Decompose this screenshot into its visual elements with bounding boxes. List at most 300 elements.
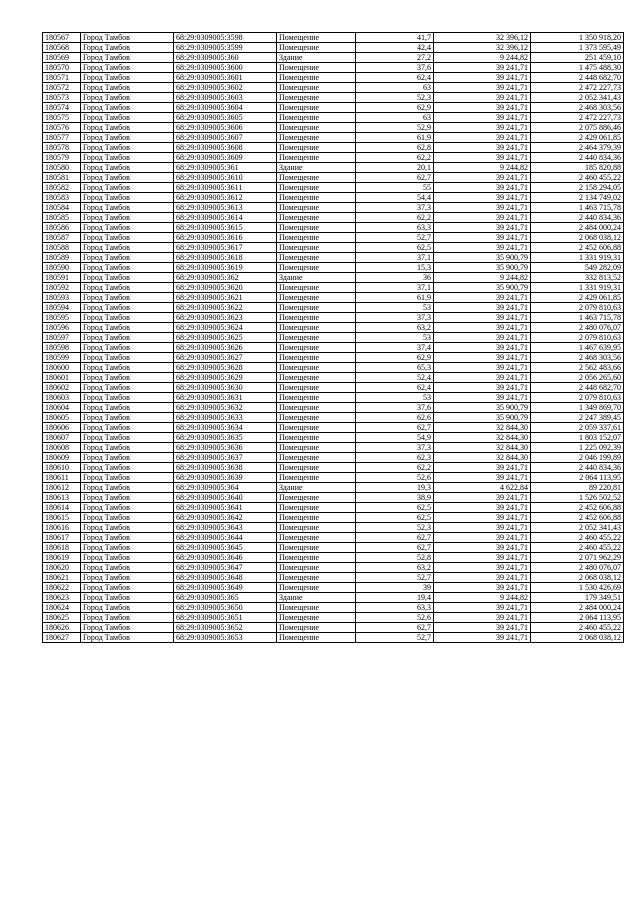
table-row [43,343,624,353]
object-type-cell: Помещение [277,363,356,373]
object-type-cell: Помещение [277,313,356,323]
table-row [43,453,624,463]
object-type-cell: Помещение [277,523,356,533]
row-number-cell: 180607 [43,433,81,443]
specific-value-cell: 39 241,71 [434,203,531,213]
table-row [43,313,624,323]
cadastral-value-cell: 2 468 303,56 [531,353,624,363]
cadastral-value-cell: 2 046 199,89 [531,453,624,463]
cadastral-number-cell: 68:29:0309005:3605 [174,113,277,123]
cadastral-number-cell: 68:29:0309005:3616 [174,233,277,243]
cadastral-number-cell: 68:29:0309005:3651 [174,613,277,623]
city-cell: Город Тамбов [81,253,174,263]
city-cell: Город Тамбов [81,203,174,213]
cadastral-value-cell: 2 134 749,02 [531,193,624,203]
cadastral-number-cell: 68:29:0309005:3635 [174,433,277,443]
cadastral-value-cell: 2 452 606,88 [531,243,624,253]
object-type-cell: Помещение [277,333,356,343]
city-cell: Город Тамбов [81,633,174,643]
table-row [43,533,624,543]
cadastral-number-cell: 68:29:0309005:3601 [174,73,277,83]
area-cell: 62,9 [356,353,434,363]
cadastral-number-cell: 68:29:0309005:3607 [174,133,277,143]
city-cell: Город Тамбов [81,103,174,113]
table-row [43,323,624,333]
row-number-cell: 180625 [43,613,81,623]
object-type-cell: Помещение [277,433,356,443]
object-type-cell: Помещение [277,73,356,83]
specific-value-cell: 39 241,71 [434,543,531,553]
cadastral-value-cell: 2 247 389,45 [531,413,624,423]
object-type-cell: Помещение [277,173,356,183]
area-cell: 63 [356,83,434,93]
table-row [43,33,624,43]
row-number-cell: 180593 [43,293,81,303]
cadastral-value-cell: 1 373 595,49 [531,43,624,53]
area-cell: 39 [356,583,434,593]
city-cell: Город Тамбов [81,193,174,203]
row-number-cell: 180604 [43,403,81,413]
cadastral-value-cell: 2 158 294,05 [531,183,624,193]
table-row [43,553,624,563]
specific-value-cell: 9 244,82 [434,593,531,603]
specific-value-cell: 32 844,30 [434,443,531,453]
cadastral-number-cell: 68:29:0309005:3648 [174,573,277,583]
table-row [43,93,624,103]
area-cell: 62,8 [356,143,434,153]
area-cell: 63,2 [356,563,434,573]
specific-value-cell: 39 241,71 [434,363,531,373]
cadastral-number-cell: 68:29:0309005:3642 [174,513,277,523]
cadastral-number-cell: 68:29:0309005:3611 [174,183,277,193]
row-number-cell: 180587 [43,233,81,243]
row-number-cell: 180626 [43,623,81,633]
cadastral-number-cell: 68:29:0309005:3619 [174,263,277,273]
cadastral-value-cell: 1 331 919,31 [531,253,624,263]
area-cell: 62,2 [356,463,434,473]
row-number-cell: 180583 [43,193,81,203]
cadastral-value-cell: 2 464 379,39 [531,143,624,153]
object-type-cell: Здание [277,53,356,63]
city-cell: Город Тамбов [81,473,174,483]
area-cell: 62,9 [356,103,434,113]
city-cell: Город Тамбов [81,533,174,543]
cadastral-number-cell: 68:29:0309005:3600 [174,63,277,73]
specific-value-cell: 39 241,71 [434,523,531,533]
specific-value-cell: 39 241,71 [434,123,531,133]
cadastral-number-cell: 68:29:0309005:3637 [174,453,277,463]
object-type-cell: Помещение [277,263,356,273]
table-row [43,143,624,153]
cadastral-value-cell: 2 452 606,88 [531,513,624,523]
cadastral-value-cell: 2 071 962,29 [531,553,624,563]
cadastral-value-cell: 2 056 265,60 [531,373,624,383]
cadastral-value-cell: 2 429 061,85 [531,293,624,303]
object-type-cell: Помещение [277,143,356,153]
object-type-cell: Помещение [277,133,356,143]
object-type-cell: Помещение [277,473,356,483]
table-row [43,623,624,633]
specific-value-cell: 39 241,71 [434,333,531,343]
city-cell: Город Тамбов [81,463,174,473]
specific-value-cell: 35 900,79 [434,413,531,423]
table-row [43,483,624,493]
table-body [43,33,624,643]
object-type-cell: Здание [277,483,356,493]
row-number-cell: 180621 [43,573,81,583]
city-cell: Город Тамбов [81,563,174,573]
row-number-cell: 180623 [43,593,81,603]
row-number-cell: 180609 [43,453,81,463]
cadastral-number-cell: 68:29:0309005:3626 [174,343,277,353]
specific-value-cell: 39 241,71 [434,393,531,403]
cadastral-value-cell: 2 480 076,07 [531,563,624,573]
area-cell: 52,7 [356,233,434,243]
cadastral-value-cell: 2 068 038,12 [531,573,624,583]
cadastral-number-cell: 68:29:0309005:3615 [174,223,277,233]
table-row [43,103,624,113]
cadastral-value-cell: 2 068 038,12 [531,233,624,243]
city-cell: Город Тамбов [81,173,174,183]
area-cell: 53 [356,303,434,313]
specific-value-cell: 9 244,82 [434,53,531,63]
cadastral-value-cell: 2 448 682,70 [531,383,624,393]
cadastral-value-cell: 2 079 810,63 [531,333,624,343]
cadastral-number-cell: 68:29:0309005:361 [174,163,277,173]
cadastral-number-cell: 68:29:0309005:3603 [174,93,277,103]
cadastral-number-cell: 68:29:0309005:3613 [174,203,277,213]
cadastral-value-cell: 251 459,10 [531,53,624,63]
area-cell: 38,9 [356,493,434,503]
row-number-cell: 180575 [43,113,81,123]
table-row [43,263,624,273]
row-number-cell: 180574 [43,103,81,113]
city-cell: Город Тамбов [81,113,174,123]
cadastral-value-cell: 2 068 038,12 [531,633,624,643]
specific-value-cell: 35 900,79 [434,403,531,413]
row-number-cell: 180579 [43,153,81,163]
object-type-cell: Помещение [277,503,356,513]
table-row [43,203,624,213]
area-cell: 62,4 [356,73,434,83]
cadastral-number-cell: 68:29:0309005:3640 [174,493,277,503]
table-row [43,83,624,93]
city-cell: Город Тамбов [81,33,174,43]
city-cell: Город Тамбов [81,303,174,313]
area-cell: 37,1 [356,253,434,263]
city-cell: Город Тамбов [81,313,174,323]
cadastral-number-cell: 68:29:0309005:3608 [174,143,277,153]
object-type-cell: Помещение [277,83,356,93]
row-number-cell: 180570 [43,63,81,73]
area-cell: 37,3 [356,203,434,213]
area-cell: 52,7 [356,633,434,643]
area-cell: 53 [356,333,434,343]
cadastral-value-cell: 2 452 606,88 [531,503,624,513]
area-cell: 62,7 [356,543,434,553]
cadastral-number-cell: 68:29:0309005:3623 [174,313,277,323]
cadastral-number-cell: 68:29:0309005:3624 [174,323,277,333]
object-type-cell: Помещение [277,353,356,363]
row-number-cell: 180611 [43,473,81,483]
cadastral-number-cell: 68:29:0309005:362 [174,273,277,283]
row-number-cell: 180617 [43,533,81,543]
object-type-cell: Здание [277,273,356,283]
specific-value-cell: 39 241,71 [434,93,531,103]
area-cell: 15,3 [356,263,434,273]
object-type-cell: Помещение [277,533,356,543]
row-number-cell: 180592 [43,283,81,293]
cadastral-value-cell: 1 530 426,69 [531,583,624,593]
area-cell: 54,9 [356,433,434,443]
row-number-cell: 180591 [43,273,81,283]
specific-value-cell: 39 241,71 [434,503,531,513]
table-row [43,113,624,123]
row-number-cell: 180595 [43,313,81,323]
cadastral-value-cell: 1 225 092,39 [531,443,624,453]
table-row [43,633,624,643]
row-number-cell: 180572 [43,83,81,93]
specific-value-cell: 39 241,71 [434,573,531,583]
table-row [43,593,624,603]
row-number-cell: 180567 [43,33,81,43]
object-type-cell: Помещение [277,613,356,623]
row-number-cell: 180594 [43,303,81,313]
specific-value-cell: 39 241,71 [434,73,531,83]
cadastral-value-cell: 1 463 715,78 [531,203,624,213]
cadastral-value-cell: 2 460 455,22 [531,623,624,633]
cadastral-value-cell: 2 472 227,73 [531,113,624,123]
specific-value-cell: 9 244,82 [434,163,531,173]
area-cell: 42,4 [356,43,434,53]
object-type-cell: Помещение [277,603,356,613]
cadastral-number-cell: 68:29:0309005:3636 [174,443,277,453]
area-cell: 37,3 [356,443,434,453]
object-type-cell: Помещение [277,543,356,553]
city-cell: Город Тамбов [81,273,174,283]
area-cell: 62,7 [356,533,434,543]
cadastral-number-cell: 68:29:0309005:3620 [174,283,277,293]
object-type-cell: Помещение [277,303,356,313]
city-cell: Город Тамбов [81,93,174,103]
object-type-cell: Помещение [277,103,356,113]
specific-value-cell: 39 241,71 [434,463,531,473]
object-type-cell: Помещение [277,153,356,163]
area-cell: 52,3 [356,93,434,103]
cadastral-number-cell: 68:29:0309005:3622 [174,303,277,313]
area-cell: 62,3 [356,453,434,463]
cadastral-number-cell: 68:29:0309005:3649 [174,583,277,593]
specific-value-cell: 39 241,71 [434,553,531,563]
cadastral-number-cell: 68:29:0309005:360 [174,53,277,63]
table-row [43,223,624,233]
table-row [43,373,624,383]
city-cell: Город Тамбов [81,333,174,343]
table-row [43,503,624,513]
object-type-cell: Помещение [277,283,356,293]
cadastral-number-cell: 68:29:0309005:3644 [174,533,277,543]
row-number-cell: 180580 [43,163,81,173]
cadastral-number-cell: 68:29:0309005:3629 [174,373,277,383]
area-cell: 54,4 [356,193,434,203]
cadastral-number-cell: 68:29:0309005:3650 [174,603,277,613]
row-number-cell: 180602 [43,383,81,393]
object-type-cell: Помещение [277,423,356,433]
city-cell: Город Тамбов [81,343,174,353]
row-number-cell: 180577 [43,133,81,143]
city-cell: Город Тамбов [81,393,174,403]
specific-value-cell: 39 241,71 [434,623,531,633]
cadastral-value-cell: 2 484 000,24 [531,223,624,233]
city-cell: Город Тамбов [81,583,174,593]
city-cell: Город Тамбов [81,143,174,153]
cadastral-number-cell: 68:29:0309005:3604 [174,103,277,113]
table-row [43,193,624,203]
table-row [43,403,624,413]
table-row [43,423,624,433]
row-number-cell: 180619 [43,553,81,563]
area-cell: 61,9 [356,133,434,143]
row-number-cell: 180612 [43,483,81,493]
cadastral-number-cell: 68:29:0309005:3621 [174,293,277,303]
cadastral-number-cell: 68:29:0309005:3599 [174,43,277,53]
cadastral-number-cell: 68:29:0309005:364 [174,483,277,493]
city-cell: Город Тамбов [81,213,174,223]
cadastral-value-cell: 1 526 502,52 [531,493,624,503]
object-type-cell: Помещение [277,193,356,203]
cadastral-value-cell: 2 440 834,36 [531,213,624,223]
object-type-cell: Помещение [277,93,356,103]
cadastral-value-cell: 2 059 337,61 [531,423,624,433]
area-cell: 52,3 [356,523,434,533]
city-cell: Город Тамбов [81,613,174,623]
cadastral-value-cell: 185 820,88 [531,163,624,173]
city-cell: Город Тамбов [81,593,174,603]
cadastral-number-cell: 68:29:0309005:3652 [174,623,277,633]
row-number-cell: 180616 [43,523,81,533]
specific-value-cell: 39 241,71 [434,373,531,383]
city-cell: Город Тамбов [81,433,174,443]
object-type-cell: Помещение [277,223,356,233]
row-number-cell: 180615 [43,513,81,523]
table-row [43,473,624,483]
table-row [43,413,624,423]
table-row [43,153,624,163]
area-cell: 63 [356,113,434,123]
object-type-cell: Помещение [277,323,356,333]
specific-value-cell: 39 241,71 [434,533,531,543]
specific-value-cell: 35 900,79 [434,263,531,273]
row-number-cell: 180614 [43,503,81,513]
cadastral-number-cell: 68:29:0309005:3602 [174,83,277,93]
area-cell: 37,6 [356,403,434,413]
area-cell: 37,4 [356,343,434,353]
cadastral-value-cell: 2 079 810,63 [531,303,624,313]
object-type-cell: Помещение [277,123,356,133]
row-number-cell: 180581 [43,173,81,183]
row-number-cell: 180571 [43,73,81,83]
area-cell: 65,3 [356,363,434,373]
specific-value-cell: 39 241,71 [434,303,531,313]
specific-value-cell: 4 622,84 [434,483,531,493]
table-row [43,573,624,583]
row-number-cell: 180586 [43,223,81,233]
object-type-cell: Помещение [277,253,356,263]
row-number-cell: 180606 [43,423,81,433]
table-row [43,463,624,473]
area-cell: 61,9 [356,293,434,303]
table-row [43,183,624,193]
table-row [43,613,624,623]
table-row [43,293,624,303]
city-cell: Город Тамбов [81,293,174,303]
specific-value-cell: 39 241,71 [434,223,531,233]
row-number-cell: 180589 [43,253,81,263]
cadastral-number-cell: 68:29:0309005:3641 [174,503,277,513]
cadastral-number-cell: 68:29:0309005:3643 [174,523,277,533]
cadastral-number-cell: 68:29:0309005:3618 [174,253,277,263]
cadastral-number-cell: 68:29:0309005:3627 [174,353,277,363]
object-type-cell: Помещение [277,43,356,53]
cadastral-value-cell: 2 440 834,36 [531,463,624,473]
object-type-cell: Помещение [277,443,356,453]
city-cell: Город Тамбов [81,43,174,53]
table-row [43,133,624,143]
specific-value-cell: 39 241,71 [434,563,531,573]
cadastral-value-cell: 2 075 886,46 [531,123,624,133]
specific-value-cell: 39 241,71 [434,243,531,253]
cadastral-number-cell: 68:29:0309005:3630 [174,383,277,393]
cadastral-value-cell: 1 331 919,31 [531,283,624,293]
table-row [43,523,624,533]
cadastral-value-cell: 2 429 061,85 [531,133,624,143]
table-row [43,53,624,63]
row-number-cell: 180608 [43,443,81,453]
object-type-cell: Помещение [277,343,356,353]
cadastral-number-cell: 68:29:0309005:3646 [174,553,277,563]
cadastral-value-cell: 2 079 810,63 [531,393,624,403]
cadastral-number-cell: 68:29:0309005:3634 [174,423,277,433]
object-type-cell: Помещение [277,243,356,253]
table-row [43,433,624,443]
city-cell: Город Тамбов [81,413,174,423]
table-row [43,283,624,293]
area-cell: 19,3 [356,483,434,493]
row-number-cell: 180618 [43,543,81,553]
specific-value-cell: 39 241,71 [434,103,531,113]
row-number-cell: 180578 [43,143,81,153]
cadastral-number-cell: 68:29:0309005:3612 [174,193,277,203]
area-cell: 52,8 [356,553,434,563]
cadastral-number-cell: 68:29:0309005:3639 [174,473,277,483]
row-number-cell: 180605 [43,413,81,423]
cadastral-value-cell: 332 813,52 [531,273,624,283]
object-type-cell: Помещение [277,233,356,243]
table-row [43,303,624,313]
specific-value-cell: 39 241,71 [434,323,531,333]
city-cell: Город Тамбов [81,53,174,63]
object-type-cell: Помещение [277,623,356,633]
row-number-cell: 180585 [43,213,81,223]
city-cell: Город Тамбов [81,493,174,503]
specific-value-cell: 39 241,71 [434,143,531,153]
specific-value-cell: 39 241,71 [434,153,531,163]
row-number-cell: 180584 [43,203,81,213]
city-cell: Город Тамбов [81,263,174,273]
area-cell: 62,5 [356,503,434,513]
area-cell: 19,4 [356,593,434,603]
city-cell: Город Тамбов [81,233,174,243]
